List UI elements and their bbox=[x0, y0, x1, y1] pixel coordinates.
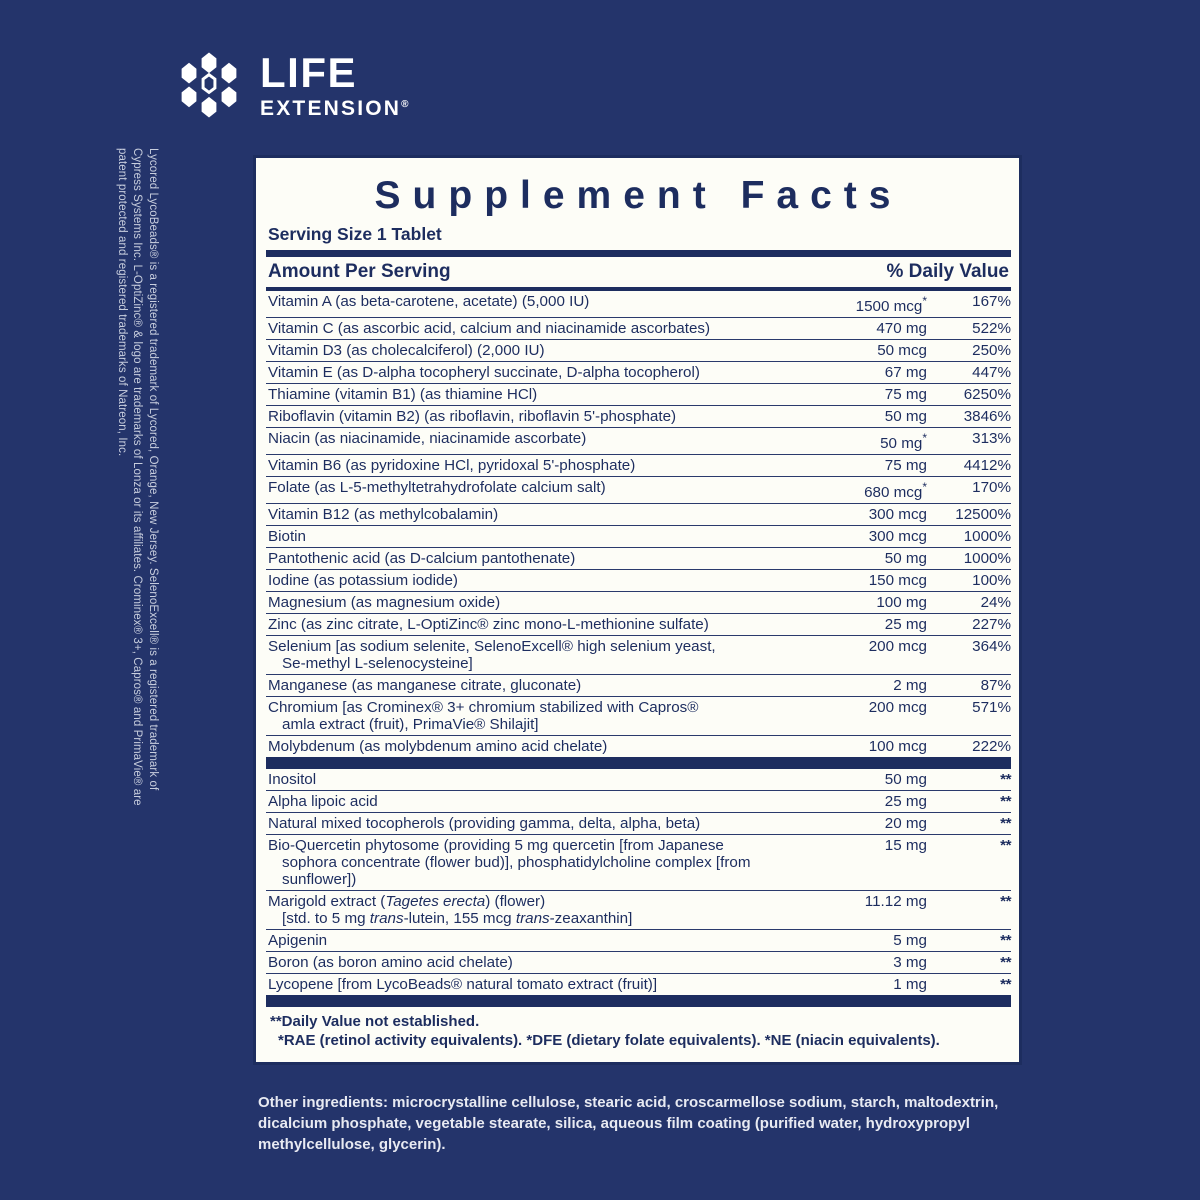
nutrient-name: Vitamin E (as D-alpha tocopheryl succinate, D-alpha tocopherol) bbox=[266, 362, 813, 384]
table-row bbox=[266, 406, 1011, 428]
nutrient-amount: 50 mg bbox=[813, 769, 927, 791]
brand-wordmark bbox=[260, 48, 409, 120]
table-row bbox=[266, 614, 1011, 636]
nutrient-amount: 200 mcg bbox=[813, 636, 927, 675]
nutrient-name-continuation: [std. to 5 mg trans-lutein, 155 mcg trans-zeaxanthin] bbox=[282, 910, 633, 928]
table-row bbox=[266, 592, 1011, 614]
nutrient-name: Pantothenic acid (as D-calcium pantothenate) bbox=[266, 548, 813, 570]
table-row bbox=[266, 504, 1011, 526]
nutrient-amount: 67 mg bbox=[813, 362, 927, 384]
footnote-daily-value-not-established: **Daily Value not established. bbox=[270, 1013, 480, 1031]
nutrient-amount: 75 mg bbox=[813, 455, 927, 477]
nutrient-amount: 1500 mcg* bbox=[813, 291, 927, 318]
table-row bbox=[266, 675, 1011, 697]
nutrient-name: Boron (as boron amino acid chelate) bbox=[266, 952, 813, 974]
other-ingredients bbox=[258, 1092, 1048, 1155]
nutrient-daily-value: 4412% bbox=[927, 455, 1011, 477]
nutrient-name: Lycopene [from LycoBeads® natural tomato extract (fruit)] bbox=[268, 976, 658, 994]
nutrient-name: Apigenin bbox=[266, 930, 813, 952]
supplement-facts-panel bbox=[253, 155, 1022, 1065]
brand-name-life: LIFE bbox=[260, 48, 357, 96]
nutrient-daily-value: ** bbox=[927, 891, 1011, 930]
nutrient-name: Biotin bbox=[266, 526, 813, 548]
amount-per-serving-header: Amount Per Serving bbox=[268, 261, 451, 282]
nutrient-daily-value: 167% bbox=[927, 291, 1011, 318]
divider-block-bottom bbox=[266, 995, 1011, 1007]
nutrient-amount: 100 mcg bbox=[868, 738, 927, 756]
nutrient-name: Chromium [as Crominex® 3+ chromium stabilized with Capros® amla extract (fruit), PrimaVie® Shilajit] bbox=[266, 697, 813, 736]
daily-value-header: % Daily Value bbox=[886, 261, 1009, 282]
nutrient-amount: 75 mg bbox=[813, 384, 927, 406]
table-row bbox=[266, 835, 1011, 891]
nutrient-name: Niacin (as niacinamide, niacinamide ascorbate) bbox=[266, 428, 813, 455]
nutrient-name: Iodine (as potassium iodide) bbox=[266, 570, 813, 592]
nutrient-amount: 5 mg bbox=[813, 930, 927, 952]
table-row bbox=[266, 428, 1011, 455]
footnote-equivalents: *RAE (retinol activity equivalents). *DFE (dietary folate equivalents). *NE (niacin equivalents). bbox=[278, 1032, 940, 1050]
table-row bbox=[266, 318, 1011, 340]
table-header-row bbox=[266, 257, 1011, 287]
nutrient-daily-value: 24% bbox=[927, 592, 1011, 614]
nutrient-amount: 100 mg bbox=[813, 592, 927, 614]
nutrient-name: Folate (as L-5-methyltetrahydrofolate calcium salt) bbox=[266, 477, 813, 504]
table-row bbox=[266, 769, 1011, 791]
nutrient-name-continuation: sophora concentrate (flower bud)], phosphatidylcholine complex [from sunflower]) bbox=[282, 854, 751, 889]
nutrient-daily-value: ** bbox=[927, 791, 1011, 813]
table-row bbox=[266, 477, 1011, 504]
nutrient-daily-value: ** bbox=[927, 835, 1011, 891]
nutrient-name: Vitamin B12 (as methylcobalamin) bbox=[266, 504, 813, 526]
table-row bbox=[266, 697, 1011, 736]
nutrient-daily-value: 364% bbox=[927, 636, 1011, 675]
nutrient-table-no-daily-value bbox=[266, 769, 1011, 995]
nutrient-amount: 11.12 mg bbox=[813, 891, 927, 930]
nutrient-daily-value: 1000% bbox=[927, 548, 1011, 570]
table-row bbox=[266, 891, 1011, 930]
nutrient-daily-value: 227% bbox=[927, 614, 1011, 636]
table-row bbox=[266, 930, 1011, 952]
table-row bbox=[266, 548, 1011, 570]
table-row bbox=[266, 340, 1011, 362]
footnotes bbox=[266, 1007, 1011, 1056]
nutrient-amount: 20 mg bbox=[813, 813, 927, 835]
nutrient-amount: 1 mg bbox=[893, 976, 927, 994]
nutrient-amount: 50 mg bbox=[813, 548, 927, 570]
nutrient-amount: 50 mg bbox=[813, 406, 927, 428]
nutrient-amount: 2 mg bbox=[813, 675, 927, 697]
divider-thick-top bbox=[266, 250, 1011, 257]
table-row bbox=[266, 813, 1011, 835]
nutrient-amount: 150 mcg bbox=[813, 570, 927, 592]
nutrient-name: Thiamine (vitamin B1) (as thiamine HCl) bbox=[266, 384, 813, 406]
nutrient-name: Vitamin B6 (as pyridoxine HCl, pyridoxal 5'-phosphate) bbox=[266, 455, 813, 477]
nutrient-name: Inositol bbox=[266, 769, 813, 791]
registered-mark: ® bbox=[401, 98, 409, 110]
nutrient-daily-value: ** bbox=[927, 813, 1011, 835]
side-legal-line-3: patent protected and registered trademarks of Natreon, Inc. bbox=[116, 148, 128, 457]
nutrient-daily-value: 12500% bbox=[927, 504, 1011, 526]
other-ingredients-label: Other ingredients: bbox=[258, 1094, 389, 1111]
table-row bbox=[266, 384, 1011, 406]
nutrient-name: Zinc (as zinc citrate, L-OptiZinc® zinc mono-L-methionine sulfate) bbox=[266, 614, 813, 636]
nutrient-name: Bio-Quercetin phytosome (providing 5 mg quercetin [from Japanese sophora concentrate (flower bud)], phosphatidylcholine complex [from sunflower]) bbox=[266, 835, 813, 891]
table-row bbox=[266, 791, 1011, 813]
nutrient-daily-value: 3846% bbox=[927, 406, 1011, 428]
nutrient-amount: 3 mg bbox=[813, 952, 927, 974]
other-ingredients-text: microcrystalline cellulose, stearic acid, croscarmellose sodium, starch, maltodextrin, dicalcium phosphate, vegetable stearate, silica, aqueous film coating (purified water, hydroxypropyl methylcellulose, glycerin). bbox=[258, 1094, 999, 1153]
table-row bbox=[266, 736, 1011, 758]
nutrient-amount: 300 mcg bbox=[813, 504, 927, 526]
hexagon-flower-logo-icon bbox=[172, 48, 246, 122]
nutrient-name: Magnesium (as magnesium oxide) bbox=[266, 592, 813, 614]
page-title: Supplement Facts bbox=[374, 174, 903, 217]
nutrient-daily-value: 222% bbox=[972, 738, 1011, 756]
nutrient-name: Alpha lipoic acid bbox=[266, 791, 813, 813]
brand-logo bbox=[172, 48, 409, 122]
table-row bbox=[266, 455, 1011, 477]
nutrient-daily-value: 522% bbox=[927, 318, 1011, 340]
table-row bbox=[266, 974, 1011, 996]
serving-size: Serving Size 1 Tablet bbox=[268, 224, 442, 244]
nutrient-daily-value: ** bbox=[927, 930, 1011, 952]
table-row bbox=[266, 636, 1011, 675]
nutrient-daily-value: ** bbox=[927, 952, 1011, 974]
nutrient-daily-value: 170% bbox=[927, 477, 1011, 504]
nutrient-name: Riboflavin (vitamin B2) (as riboflavin, riboflavin 5'-phosphate) bbox=[266, 406, 813, 428]
nutrient-daily-value: 571% bbox=[927, 697, 1011, 736]
nutrient-name: Marigold extract (Tagetes erecta) (flower) [std. to 5 mg trans-lutein, 155 mcg trans-zeaxanthin] bbox=[266, 891, 813, 930]
nutrient-amount: 50 mcg bbox=[813, 340, 927, 362]
nutrient-amount: 25 mg bbox=[813, 614, 927, 636]
nutrient-daily-value: 250% bbox=[927, 340, 1011, 362]
nutrient-name-continuation: amla extract (fruit), PrimaVie® Shilajit] bbox=[282, 716, 539, 734]
nutrient-amount: 300 mcg bbox=[813, 526, 927, 548]
nutrient-table-daily-value bbox=[266, 291, 1011, 757]
nutrient-amount: 15 mg bbox=[813, 835, 927, 891]
nutrient-name: Vitamin A (as beta-carotene, acetate) (5,000 IU) bbox=[266, 291, 813, 318]
nutrient-amount: 680 mcg* bbox=[813, 477, 927, 504]
nutrient-daily-value: ** bbox=[1000, 976, 1011, 994]
nutrient-name-continuation: Se-methyl L-selenocysteine] bbox=[282, 655, 473, 673]
nutrient-daily-value: 6250% bbox=[927, 384, 1011, 406]
nutrient-name: Selenium [as sodium selenite, SelenoExcell® high selenium yeast, Se-methyl L-selenocysteine] bbox=[266, 636, 813, 675]
side-legal-text bbox=[98, 148, 160, 1078]
nutrient-name: Manganese (as manganese citrate, gluconate) bbox=[266, 675, 813, 697]
table-row bbox=[266, 526, 1011, 548]
nutrient-daily-value: 100% bbox=[927, 570, 1011, 592]
nutrient-name: Vitamin C (as ascorbic acid, calcium and niacinamide ascorbates) bbox=[266, 318, 813, 340]
nutrient-amount: 470 mg bbox=[813, 318, 927, 340]
side-legal-line-2: Cypress Systems Inc. L-OptiZinc® & logo are trademarks of Lonza or its affiliates. Crominex® 3+, Capros® and PrimaVie® are bbox=[131, 148, 144, 806]
table-row bbox=[266, 570, 1011, 592]
nutrient-name: Molybdenum (as molybdenum amino acid chelate) bbox=[268, 738, 608, 756]
nutrient-amount: 200 mcg bbox=[813, 697, 927, 736]
nutrient-amount: 25 mg bbox=[813, 791, 927, 813]
brand-name-extension: EXTENSION® bbox=[260, 96, 409, 120]
table-row bbox=[266, 952, 1011, 974]
nutrient-daily-value: 313% bbox=[927, 428, 1011, 455]
nutrient-name: Vitamin D3 (as cholecalciferol) (2,000 IU) bbox=[266, 340, 813, 362]
divider-block-middle bbox=[266, 757, 1011, 769]
nutrient-daily-value: 87% bbox=[927, 675, 1011, 697]
side-legal-line-1: Lycored LycoBeads® is a registered trademark of Lycored, Orange, New Jersey. SelenoExcell® is a registered trademark of bbox=[147, 148, 159, 791]
nutrient-daily-value: ** bbox=[927, 769, 1011, 791]
nutrient-daily-value: 1000% bbox=[927, 526, 1011, 548]
table-row bbox=[266, 291, 1011, 318]
nutrient-amount: 50 mg* bbox=[813, 428, 927, 455]
nutrient-name: Natural mixed tocopherols (providing gamma, delta, alpha, beta) bbox=[266, 813, 813, 835]
nutrient-daily-value: 447% bbox=[927, 362, 1011, 384]
table-row bbox=[266, 362, 1011, 384]
